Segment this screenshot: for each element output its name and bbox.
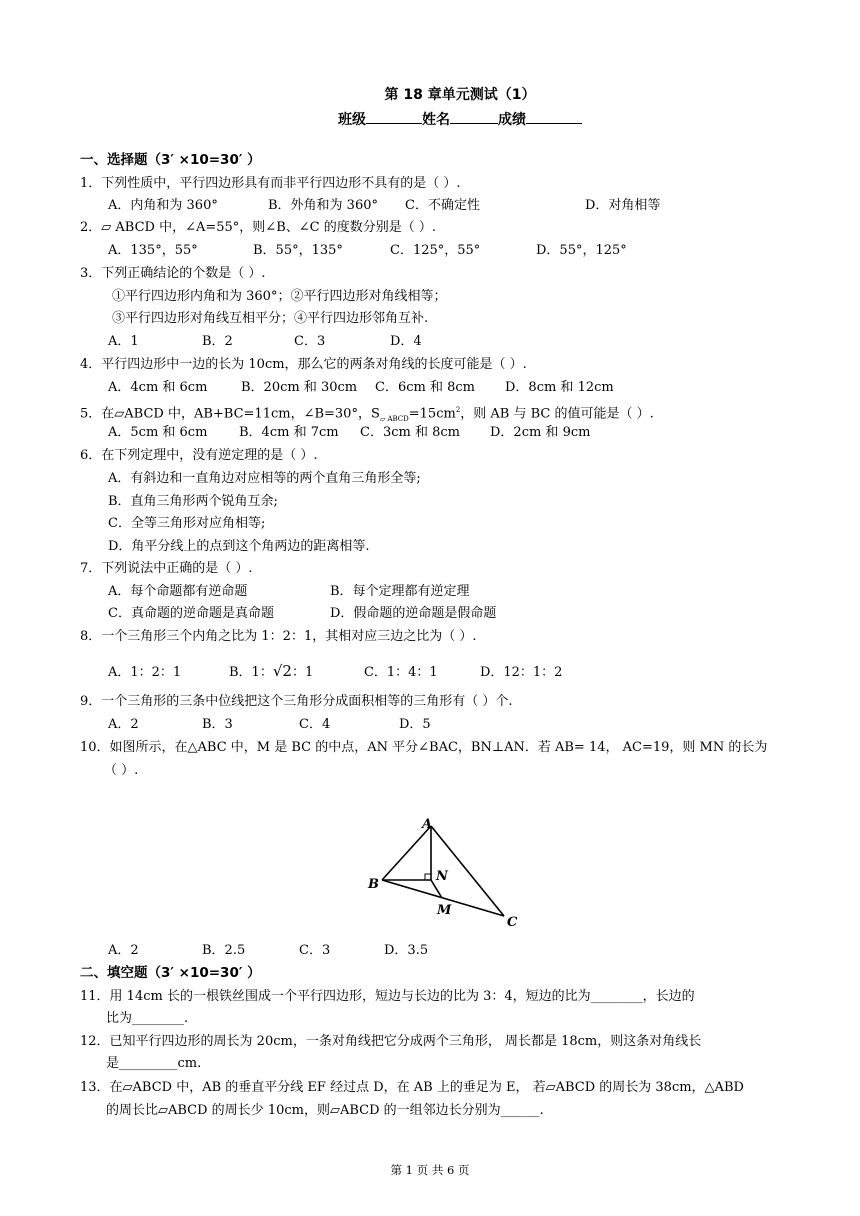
- class-label: 班级: [338, 112, 366, 128]
- page-title: 第 18 章单元测试（1）: [384, 87, 536, 103]
- option: D．8cm 和 12cm: [505, 380, 614, 395]
- option: A．每个命题都有逆命题: [108, 584, 248, 599]
- question-10-options: [108, 943, 428, 959]
- question-13: 13．在▱ABCD 中，AB 的垂直平分线 EF 经过点 D，在 AB 上的垂足为 E， 若▱ABCD 的周长为 38cm，△ABD: [80, 1080, 744, 1095]
- option: D．4: [390, 334, 422, 349]
- option: B．外角和为 360°: [268, 198, 378, 213]
- question-3-options: [108, 334, 422, 350]
- option: C．6cm 和 8cm: [375, 380, 475, 395]
- q5-stem-sub: ▱ ABCD: [379, 414, 409, 423]
- q5-stem-a: 5．在▱ABCD 中，AB+BC=11cm，∠B=30°，S: [80, 406, 380, 422]
- question-6-option-d: D．角平分线上的点到这个角两边的距离相等.: [108, 539, 370, 554]
- option: A．2: [108, 717, 139, 732]
- question-10: 10．如图所示，在△ABC 中，M 是 BC 的中点，AN 平分∠BAC，BN⊥AN．若 AB= 14， AC=19，则 MN 的长为: [80, 740, 768, 755]
- question-12-cont: 是_________cm.: [106, 1056, 202, 1071]
- name-label: 姓名: [422, 112, 450, 128]
- question-2: 2．▱ ABCD 中，∠A=55°，则∠B、∠C 的度数分别是（ ）.: [80, 220, 436, 235]
- option: C．1：4：1: [363, 665, 438, 680]
- question-2-options: [108, 243, 627, 259]
- class-blank: [366, 109, 422, 124]
- question-11: 11．用 14cm 长的一根铁丝围成一个平行四边形，短边与长边的比为 3：4，短边的比为________，长边的: [80, 989, 695, 1004]
- option: B．4cm 和 7cm: [239, 425, 339, 440]
- section-heading-fill: 二、填空题（3′ ×10=30′ ）: [80, 965, 261, 981]
- name-blank: [450, 109, 498, 124]
- label-c: C: [507, 915, 518, 930]
- question-3: 3．下列正确结论的个数是（ ）.: [80, 266, 266, 281]
- question-1-options: [108, 198, 660, 214]
- score-label: 成绩: [498, 112, 526, 128]
- option: B．20cm 和 30cm: [241, 380, 358, 395]
- option: A．1: [108, 334, 139, 349]
- option: C．真命题的逆命题是真命题: [108, 606, 274, 621]
- question-5: [80, 402, 654, 427]
- question-8-options: [108, 663, 562, 681]
- question-5-options: [108, 425, 590, 441]
- q5-stem-b: =15cm: [408, 406, 456, 422]
- option: A．4cm 和 6cm: [108, 380, 208, 395]
- option: B．2: [202, 334, 233, 349]
- student-info-line: [30, 109, 860, 129]
- option: B．每个定理都有逆定理: [330, 584, 470, 599]
- question-6-option-a: A．有斜边和一直角边对应相等的两个直角三角形全等;: [108, 471, 421, 486]
- option: C．3cm 和 8cm: [360, 425, 460, 440]
- question-11-cont: 比为________.: [106, 1011, 189, 1026]
- question-4-options: [108, 380, 614, 396]
- option: D．12：1：2: [479, 665, 563, 680]
- question-6: 6．在下列定理中，没有逆定理的是（ ）.: [80, 448, 318, 463]
- question-7: 7．下列说法中正确的是（ ）.: [80, 561, 253, 576]
- option: B．55°，135°: [253, 243, 343, 258]
- option: ：1: [291, 665, 314, 680]
- right-angle-mark: [425, 874, 431, 880]
- label-b: B: [368, 877, 379, 892]
- option: D．假命题的逆命题是假命题: [330, 606, 497, 621]
- question-13-cont: 的周长比▱ABCD 的周长少 10cm，则▱ABCD 的一组邻边长分别为______.: [106, 1103, 544, 1118]
- sqrt-2-symbol: √2: [272, 662, 292, 680]
- option: B．2.5: [202, 943, 246, 958]
- option: B．1：: [229, 665, 273, 680]
- label-a: A: [422, 818, 433, 832]
- question-1: 1．下列性质中，平行四边形具有而非平行四边形不具有的是（ ）.: [80, 176, 461, 191]
- question-6-option-c: C．全等三角形对应角相等;: [108, 516, 266, 531]
- option: D．55°，125°: [536, 243, 627, 258]
- option: C．3: [299, 943, 331, 958]
- edge-ab: [382, 826, 431, 880]
- option: C．不确定性: [405, 198, 480, 213]
- question-12: 12．已知平行四边形的周长为 20cm，一条对角线把它分成两个三角形， 周长都是 18cm，则这条对角线长: [80, 1034, 702, 1049]
- option: D．3.5: [384, 943, 429, 958]
- question-4: 4．平行四边形中一边的长为 10cm，那么它的两条对角线的长度可能是（ ）.: [80, 357, 527, 372]
- score-blank: [526, 109, 582, 124]
- option: B．3: [202, 717, 233, 732]
- question-7-options-row2: [108, 606, 496, 622]
- question-9-options: [108, 717, 431, 733]
- question-7-options-row1: [108, 584, 470, 600]
- question-6-option-b: B．直角三角形两个锐角互余;: [108, 494, 278, 509]
- option: A．5cm 和 6cm: [108, 425, 208, 440]
- triangle-figure: [364, 818, 534, 930]
- option: D．2cm 和 9cm: [490, 425, 591, 440]
- option: A．1：2：1: [108, 665, 182, 680]
- q5-stem-c: ，则 AB 与 BC 的值可能是（ ）.: [460, 406, 654, 422]
- option: C．125°，55°: [390, 243, 481, 258]
- question-8: 8．一个三角形三个内角之比为 1：2：1，其相对应三边之比为（ ）.: [80, 629, 477, 644]
- option: D．对角相等: [585, 198, 661, 213]
- option: D．5: [399, 717, 431, 732]
- option: A．内角和为 360°: [108, 198, 218, 213]
- option: C．3: [294, 334, 326, 349]
- question-10-blank: （ ）.: [104, 763, 139, 778]
- label-m: M: [437, 903, 452, 918]
- option: A．135°，55°: [108, 243, 198, 258]
- page-number: 第 1 页 共 6 页: [390, 1163, 470, 1177]
- q5-stem-sup: 2: [455, 406, 461, 414]
- question-3-line2: ③平行四边形对角线互相平分；④平行四边形邻角互补.: [112, 311, 429, 326]
- section-heading-choice: 一、选择题（3′ ×10=30′ ）: [80, 152, 261, 168]
- question-9: 9．一个三角形的三条中位线把这个三角形分成面积相等的三角形有（ ）个.: [80, 694, 513, 709]
- option: C．4: [299, 717, 331, 732]
- label-n: N: [436, 869, 448, 884]
- question-3-line1: ①平行四边形内角和为 360°；②平行四边形对角线相等；: [112, 289, 447, 304]
- option: A．2: [108, 943, 139, 958]
